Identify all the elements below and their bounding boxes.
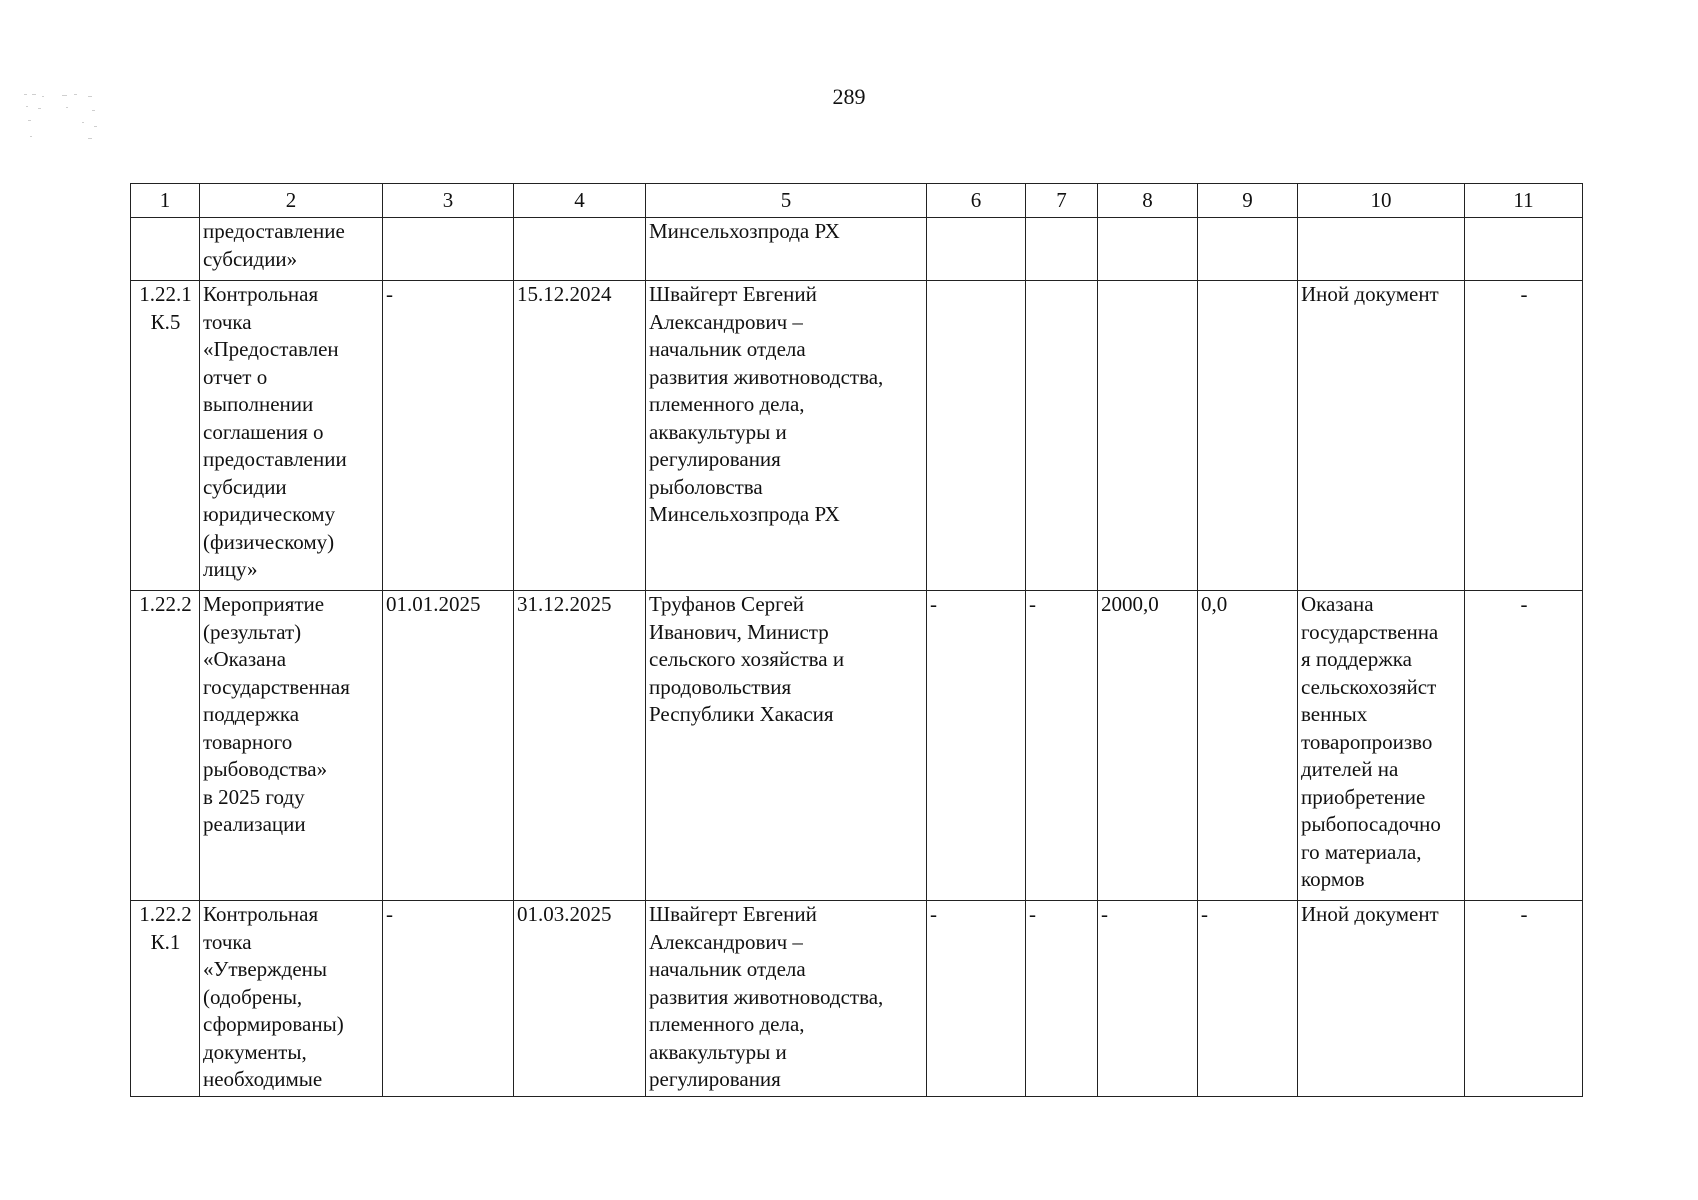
cell-number: 1.22.1 К.5 [131,281,200,591]
column-header: 10 [1298,184,1465,218]
cell-end-date: 15.12.2024 [514,281,646,591]
cell-start-date: - [383,901,514,1097]
column-header: 6 [927,184,1026,218]
cell-col11: - [1465,281,1583,591]
cell-col8: 2000,0 [1098,591,1198,901]
column-header: 2 [200,184,383,218]
cell-result: Иной документ [1298,281,1465,591]
cell-col9 [1198,218,1298,281]
cell-col6: - [927,901,1026,1097]
cell-col7 [1026,218,1098,281]
cell-name: Контрольная точка «Предоставлен отчет о выполнении соглашения о предоставлении субсидии юридическому (физическому) лицу» [200,281,383,591]
cell-col9 [1198,281,1298,591]
cell-start-date: 01.01.2025 [383,591,514,901]
cell-number [131,218,200,281]
column-header: 9 [1198,184,1298,218]
cell-end-date: 31.12.2025 [514,591,646,901]
table-row [131,901,1583,1097]
cell-responsible: Швайгерт Евгений Александрович – начальник отдела развития животноводства, племенного дела, аквакультуры и регулирования рыболовства Минсельхозпрода РХ [646,281,927,591]
cell-col9: - [1198,901,1298,1097]
cell-col11: - [1465,901,1583,1097]
column-header: 3 [383,184,514,218]
page-number: 289 [832,84,866,109]
scan-artifact [22,92,102,152]
cell-col8 [1098,281,1198,591]
cell-responsible: Минсельхозпрода РХ [646,218,927,281]
table-header-row [131,184,1583,218]
column-header: 5 [646,184,927,218]
column-header: 11 [1465,184,1583,218]
cell-result: Оказана государственна я поддержка сельскохозяйст венных товаропроизво дителей на приобретение рыбопосадочно го материала, кормов [1298,591,1465,901]
cell-col6 [927,281,1026,591]
column-header: 7 [1026,184,1098,218]
cell-col6 [927,218,1026,281]
cell-name: Контрольная точка «Утверждены (одобрены, сформированы) документы, необходимые [200,901,383,1097]
cell-result [1298,218,1465,281]
cell-col11: - [1465,591,1583,901]
cell-result: Иной документ [1298,901,1465,1097]
column-header: 4 [514,184,646,218]
table-row [131,591,1583,901]
cell-start-date: - [383,281,514,591]
table-row [131,218,1583,281]
column-header: 8 [1098,184,1198,218]
cell-name: предоставление субсидии» [200,218,383,281]
table-row [131,281,1583,591]
cell-col8: - [1098,901,1198,1097]
cell-end-date [514,218,646,281]
cell-col6: - [927,591,1026,901]
cell-start-date [383,218,514,281]
cell-col7: - [1026,591,1098,901]
document-table [130,183,1583,1097]
column-header: 1 [131,184,200,218]
cell-col8 [1098,218,1198,281]
cell-end-date: 01.03.2025 [514,901,646,1097]
cell-col7 [1026,281,1098,591]
cell-col11 [1465,218,1583,281]
cell-number: 1.22.2 К.1 [131,901,200,1097]
cell-number: 1.22.2 [131,591,200,901]
cell-responsible: Швайгерт Евгений Александрович – начальник отдела развития животноводства, племенного дела, аквакультуры и регулирования [646,901,927,1097]
cell-col9: 0,0 [1198,591,1298,901]
cell-responsible: Труфанов Сергей Иванович, Министр сельского хозяйства и продовольствия Республики Хакасия [646,591,927,901]
cell-name: Мероприятие (результат) «Оказана государственная поддержка товарного рыбоводства» в 2025 году реализации [200,591,383,901]
cell-col7: - [1026,901,1098,1097]
